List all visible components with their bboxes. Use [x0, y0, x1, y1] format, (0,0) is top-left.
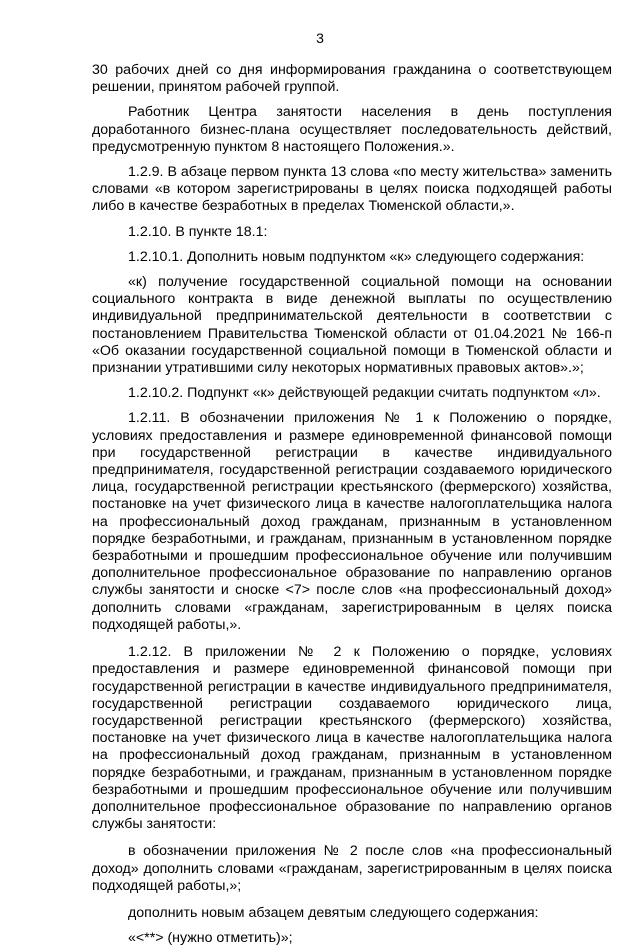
paragraph-ninth-abzac: дополнить новым абзацем девятым следующего содержания:: [128, 904, 539, 921]
paragraph-continuation: 30 рабочих дней со дня информирования гражданина о соответствующем решении, принятом рабочей группой.: [92, 62, 612, 96]
document-body: [92, 62, 612, 947]
page-number: 3: [316, 30, 324, 46]
paragraph-business-plan: Работник Центра занятости населения в день поступления доработанного бизнес-плана осуществляет последовательность действий, предусмотренную пунктом 8 настоящего Положения.».: [92, 104, 612, 155]
paragraph-1-2-11: 1.2.11. В обозначении приложения № 1 к Положению о порядке, условиях предоставления и размере единовременной финансовой помощи при государственной регистрации в качестве индивидуального предпринимателя, государственной регистрации создаваемого юридического лица, государственной регистрации крестьянского (фермерского) хозяйства, постановке на учет физического лица в качестве налогоплательщика налога на профессиональный доход гражданам, признанным в установленном порядке безработными, и гражданам, признанным в установленном порядке безработными и прошедшим профессиональное обучение или получившим дополнительное профессиональное образование по направлению органов службы занятости и сноске <7> после слов «на профессиональный доход» дополнить словами «гражданам, зарегистрированным в целях поиска подходящей работы,».: [92, 410, 612, 633]
paragraph-1-2-10-2: 1.2.10.2. Подпункт «к» действующей редакции считать подпунктом «л».: [128, 385, 601, 402]
paragraph-1-2-12: 1.2.12. В приложении № 2 к Положению о порядке, условиях предоставления и размере единовременной финансовой помощи при государственной регистрации в качестве индивидуального предпринимателя, государственной регистрации создаваемого юридического лица, государственной регистрации крестьянского (фермерского) хозяйства, постановке на учет физического лица в качестве налогоплательщика налога на профессиональный доход гражданам, признанным в установленном порядке безработными, и гражданам, признанным в установленном порядке безработными и прошедшим профессиональное обучение или получившим дополнительное профессиональное образование по направлению органов службы занятости:: [92, 644, 612, 833]
paragraph-subitem-k: «к) получение государственной социальной помощи на основании социального контракта в виде денежной выплаты по осуществлению индивидуальной предпринимательской деятельности в соответствии с постановлением Правительства Тюменской области от 01.04.2021 № 166-п «Об оказании государственной социальной помощи в Тюменской области и признании утратившими силу некоторых нормативных правовых актов».»;: [92, 274, 612, 377]
paragraph-appendix-2: в обозначении приложения № 2 после слов «на профессиональный доход» дополнить словами «гражданам, зарегистрированным в целях поиска подходящей работы,»;: [92, 843, 612, 894]
paragraph-1-2-10-1: 1.2.10.1. Дополнить новым подпунктом «к» следующего содержания:: [128, 248, 585, 265]
paragraph-1-2-10: 1.2.10. В пункте 18.1:: [128, 223, 268, 240]
paragraph-1-2-9: 1.2.9. В абзаце первом пункта 13 слова «по месту жительства» заменить словами «в котором зарегистрированы в целях поиска подходящей работы либо в качестве безработных в пределах Тюменской области,».: [92, 164, 612, 215]
paragraph-note: «<**> (нужно отметить)»;: [128, 930, 293, 947]
